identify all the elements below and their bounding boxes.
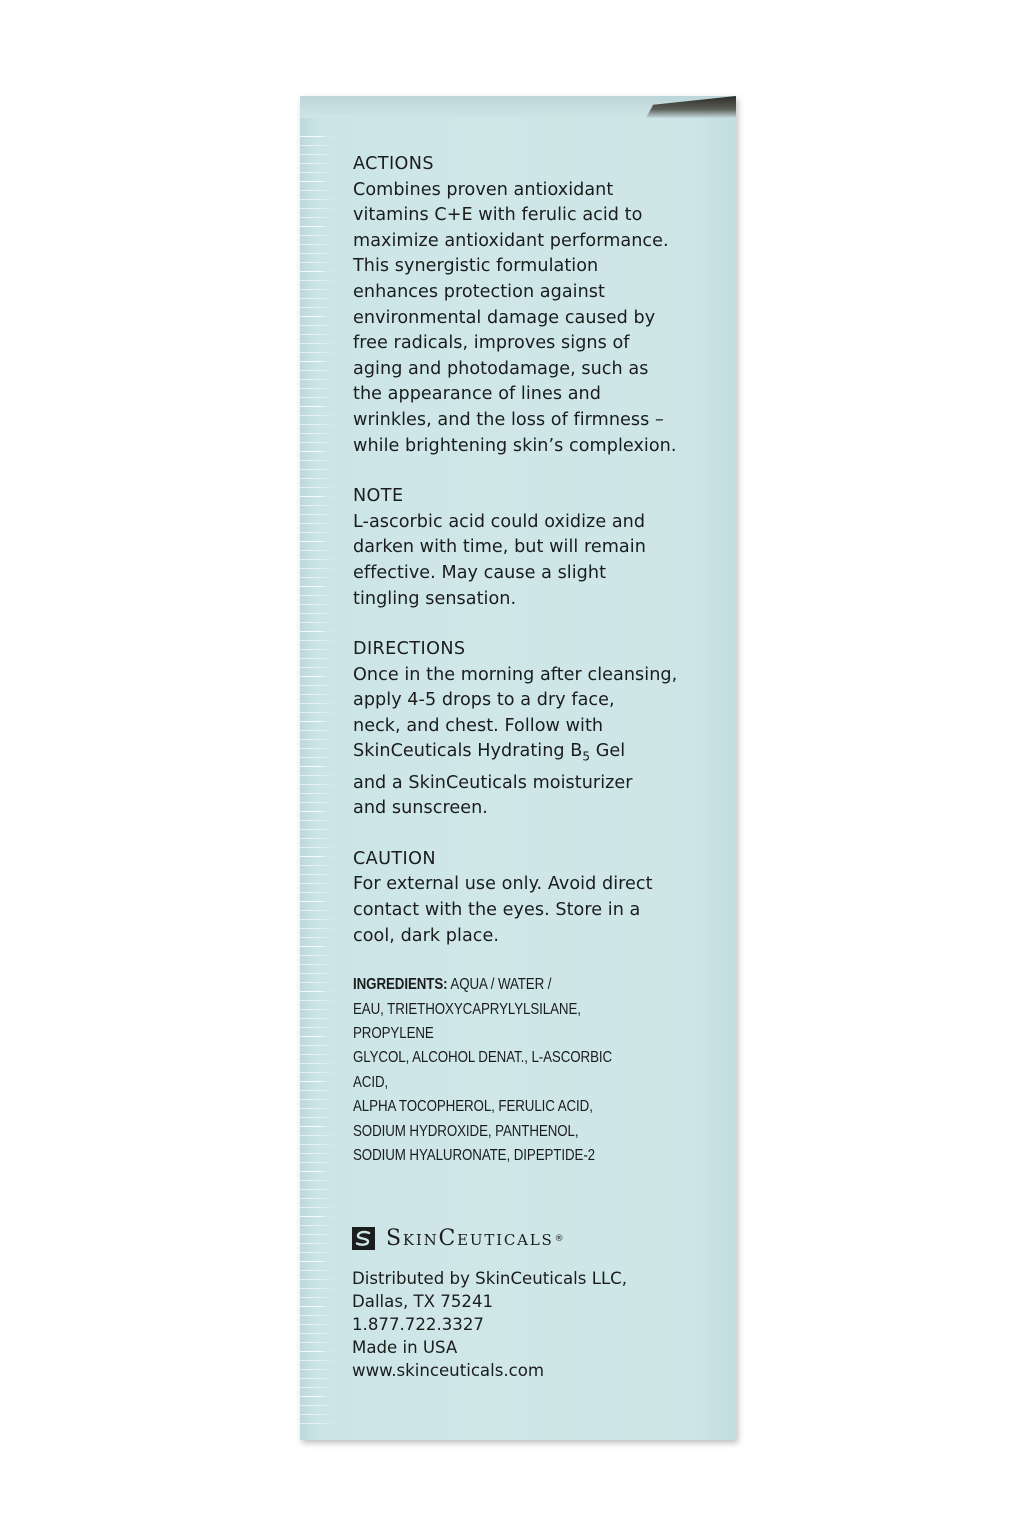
actions-line: the appearance of lines and <box>353 384 601 405</box>
ingredients-line: GLYCOL, ALCOHOL DENAT., L-ASCORBIC ACID, <box>353 1049 613 1091</box>
b5-gel-text: Gel <box>590 741 626 762</box>
directions-b5-text: SkinCeuticals Hydrating B <box>353 741 583 762</box>
section-gap <box>353 612 723 637</box>
note-section <box>353 484 723 612</box>
actions-line: enhances protection against <box>353 281 605 302</box>
distributor-line: Dallas, TX 75241 <box>352 1292 494 1311</box>
b5-subscript: 5 <box>582 749 591 764</box>
ingredients-line: SODIUM HYALURONATE, DIPEPTIDE-2 <box>353 1146 596 1164</box>
caution-heading: CAUTION <box>353 848 436 869</box>
actions-line: environmental damage caused by <box>353 307 656 328</box>
distributor-line: Made in USA <box>352 1338 458 1357</box>
box-edge-ruler-major-marks <box>300 136 322 1426</box>
actions-line: Combines proven antioxidant <box>353 179 614 200</box>
caution-line: contact with the eyes. Store in a <box>353 899 641 920</box>
ingredients-label: INGREDIENTS: <box>353 976 448 994</box>
directions-line: and sunscreen. <box>353 798 488 819</box>
actions-line: maximize antioxidant performance. <box>353 230 669 251</box>
directions-line: neck, and chest. Follow with <box>353 715 604 736</box>
directions-line-b5 <box>353 739 723 770</box>
ingredients-line: ALPHA TOCOPHEROL, FERULIC ACID, <box>353 1098 593 1116</box>
ingredients-section <box>353 973 645 1168</box>
ingredients-line <box>353 973 645 997</box>
actions-line: vitamins C+E with ferulic acid to <box>353 205 643 226</box>
actions-line: while brightening skin’s complexion. <box>353 435 677 456</box>
distributor-website: www.skinceuticals.com <box>352 1361 545 1380</box>
directions-section <box>353 637 723 822</box>
note-line: effective. May cause a slight <box>353 562 607 583</box>
brand-logo <box>352 1226 564 1251</box>
actions-heading: ACTIONS <box>353 154 434 174</box>
note-line: L-ascorbic acid could oxidize and <box>353 511 646 532</box>
directions-heading: DIRECTIONS <box>353 639 466 660</box>
directions-line: Once in the morning after cleansing, <box>353 664 678 685</box>
brand-wordmark: SkinCeuticals <box>386 1226 554 1251</box>
note-heading: NOTE <box>353 486 404 507</box>
note-line: darken with time, but will remain <box>353 537 646 558</box>
actions-section <box>353 152 723 459</box>
skinceuticals-s-icon <box>352 1227 375 1250</box>
actions-line: aging and photodamage, such as <box>353 358 649 379</box>
caution-line: cool, dark place. <box>353 925 500 946</box>
actions-line: This synergistic formulation <box>353 256 599 277</box>
distributor-phone: 1.877.722.3327 <box>352 1315 484 1334</box>
directions-line: and a SkinCeuticals moisturizer <box>353 772 633 793</box>
section-gap <box>353 459 723 484</box>
actions-line: wrinkles, and the loss of firmness – <box>353 409 664 430</box>
caution-line: For external use only. Avoid direct <box>353 874 653 895</box>
distributor-line: Distributed by SkinCeuticals LLC, <box>352 1269 628 1288</box>
note-line: tingling sensation. <box>353 588 517 609</box>
ingredients-text: AQUA / WATER / <box>447 976 552 994</box>
distributor-info <box>352 1267 627 1382</box>
ingredients-line: EAU, TRIETHOXYCAPRYLYLSILANE, PROPYLENE <box>353 1000 581 1042</box>
label-text-block <box>353 152 723 1168</box>
registered-mark: ® <box>554 1233 564 1244</box>
product-box-side-panel <box>300 96 736 1440</box>
directions-line: apply 4-5 drops to a dry face, <box>353 690 615 711</box>
actions-line: free radicals, improves signs of <box>353 333 630 354</box>
caution-section <box>353 847 723 949</box>
section-gap <box>353 822 723 847</box>
ingredients-line: SODIUM HYDROXIDE, PANTHENOL, <box>353 1122 579 1140</box>
